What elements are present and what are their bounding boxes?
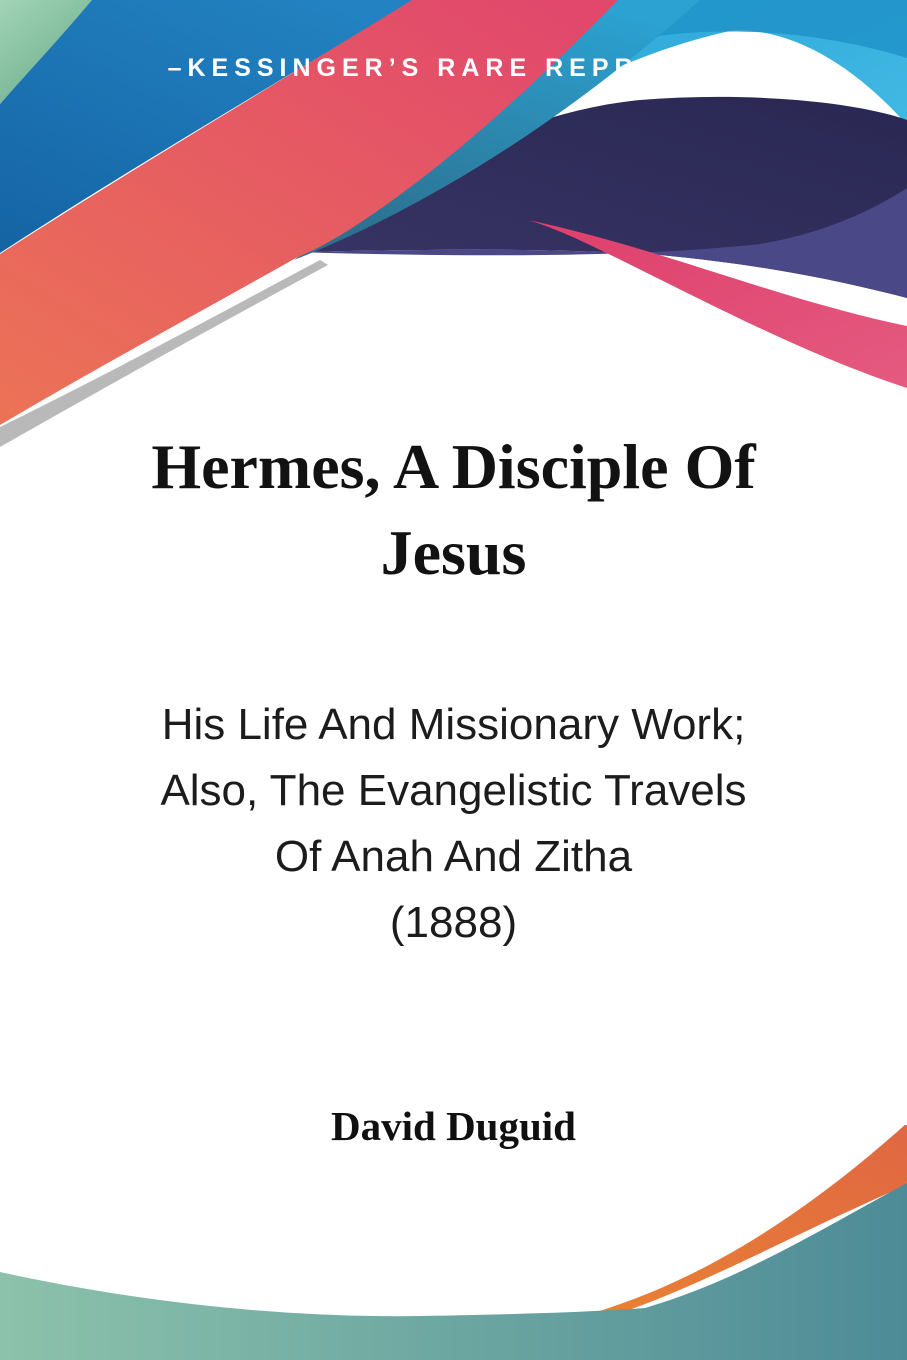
book-title-line2: Jesus xyxy=(380,517,527,588)
cover-art-bottom-swirl xyxy=(0,1125,907,1360)
publisher-banner: –KESSINGER’S RARE REPRINTS– xyxy=(167,54,740,82)
book-subtitle-line4: (1888) xyxy=(389,898,518,947)
book-subtitle-line3: Of Anah And Zitha xyxy=(274,832,633,881)
book-subtitle-line1: His Life And Missionary Work; xyxy=(161,700,746,749)
author-name: David Duguid xyxy=(331,1103,576,1149)
book-subtitle-line2: Also, The Evangelistic Travels xyxy=(160,766,747,815)
book-title-line1: Hermes, A Disciple Of xyxy=(151,431,756,502)
teal-wave xyxy=(0,1183,907,1360)
book-title xyxy=(0,424,907,596)
book-subtitle xyxy=(0,692,907,956)
